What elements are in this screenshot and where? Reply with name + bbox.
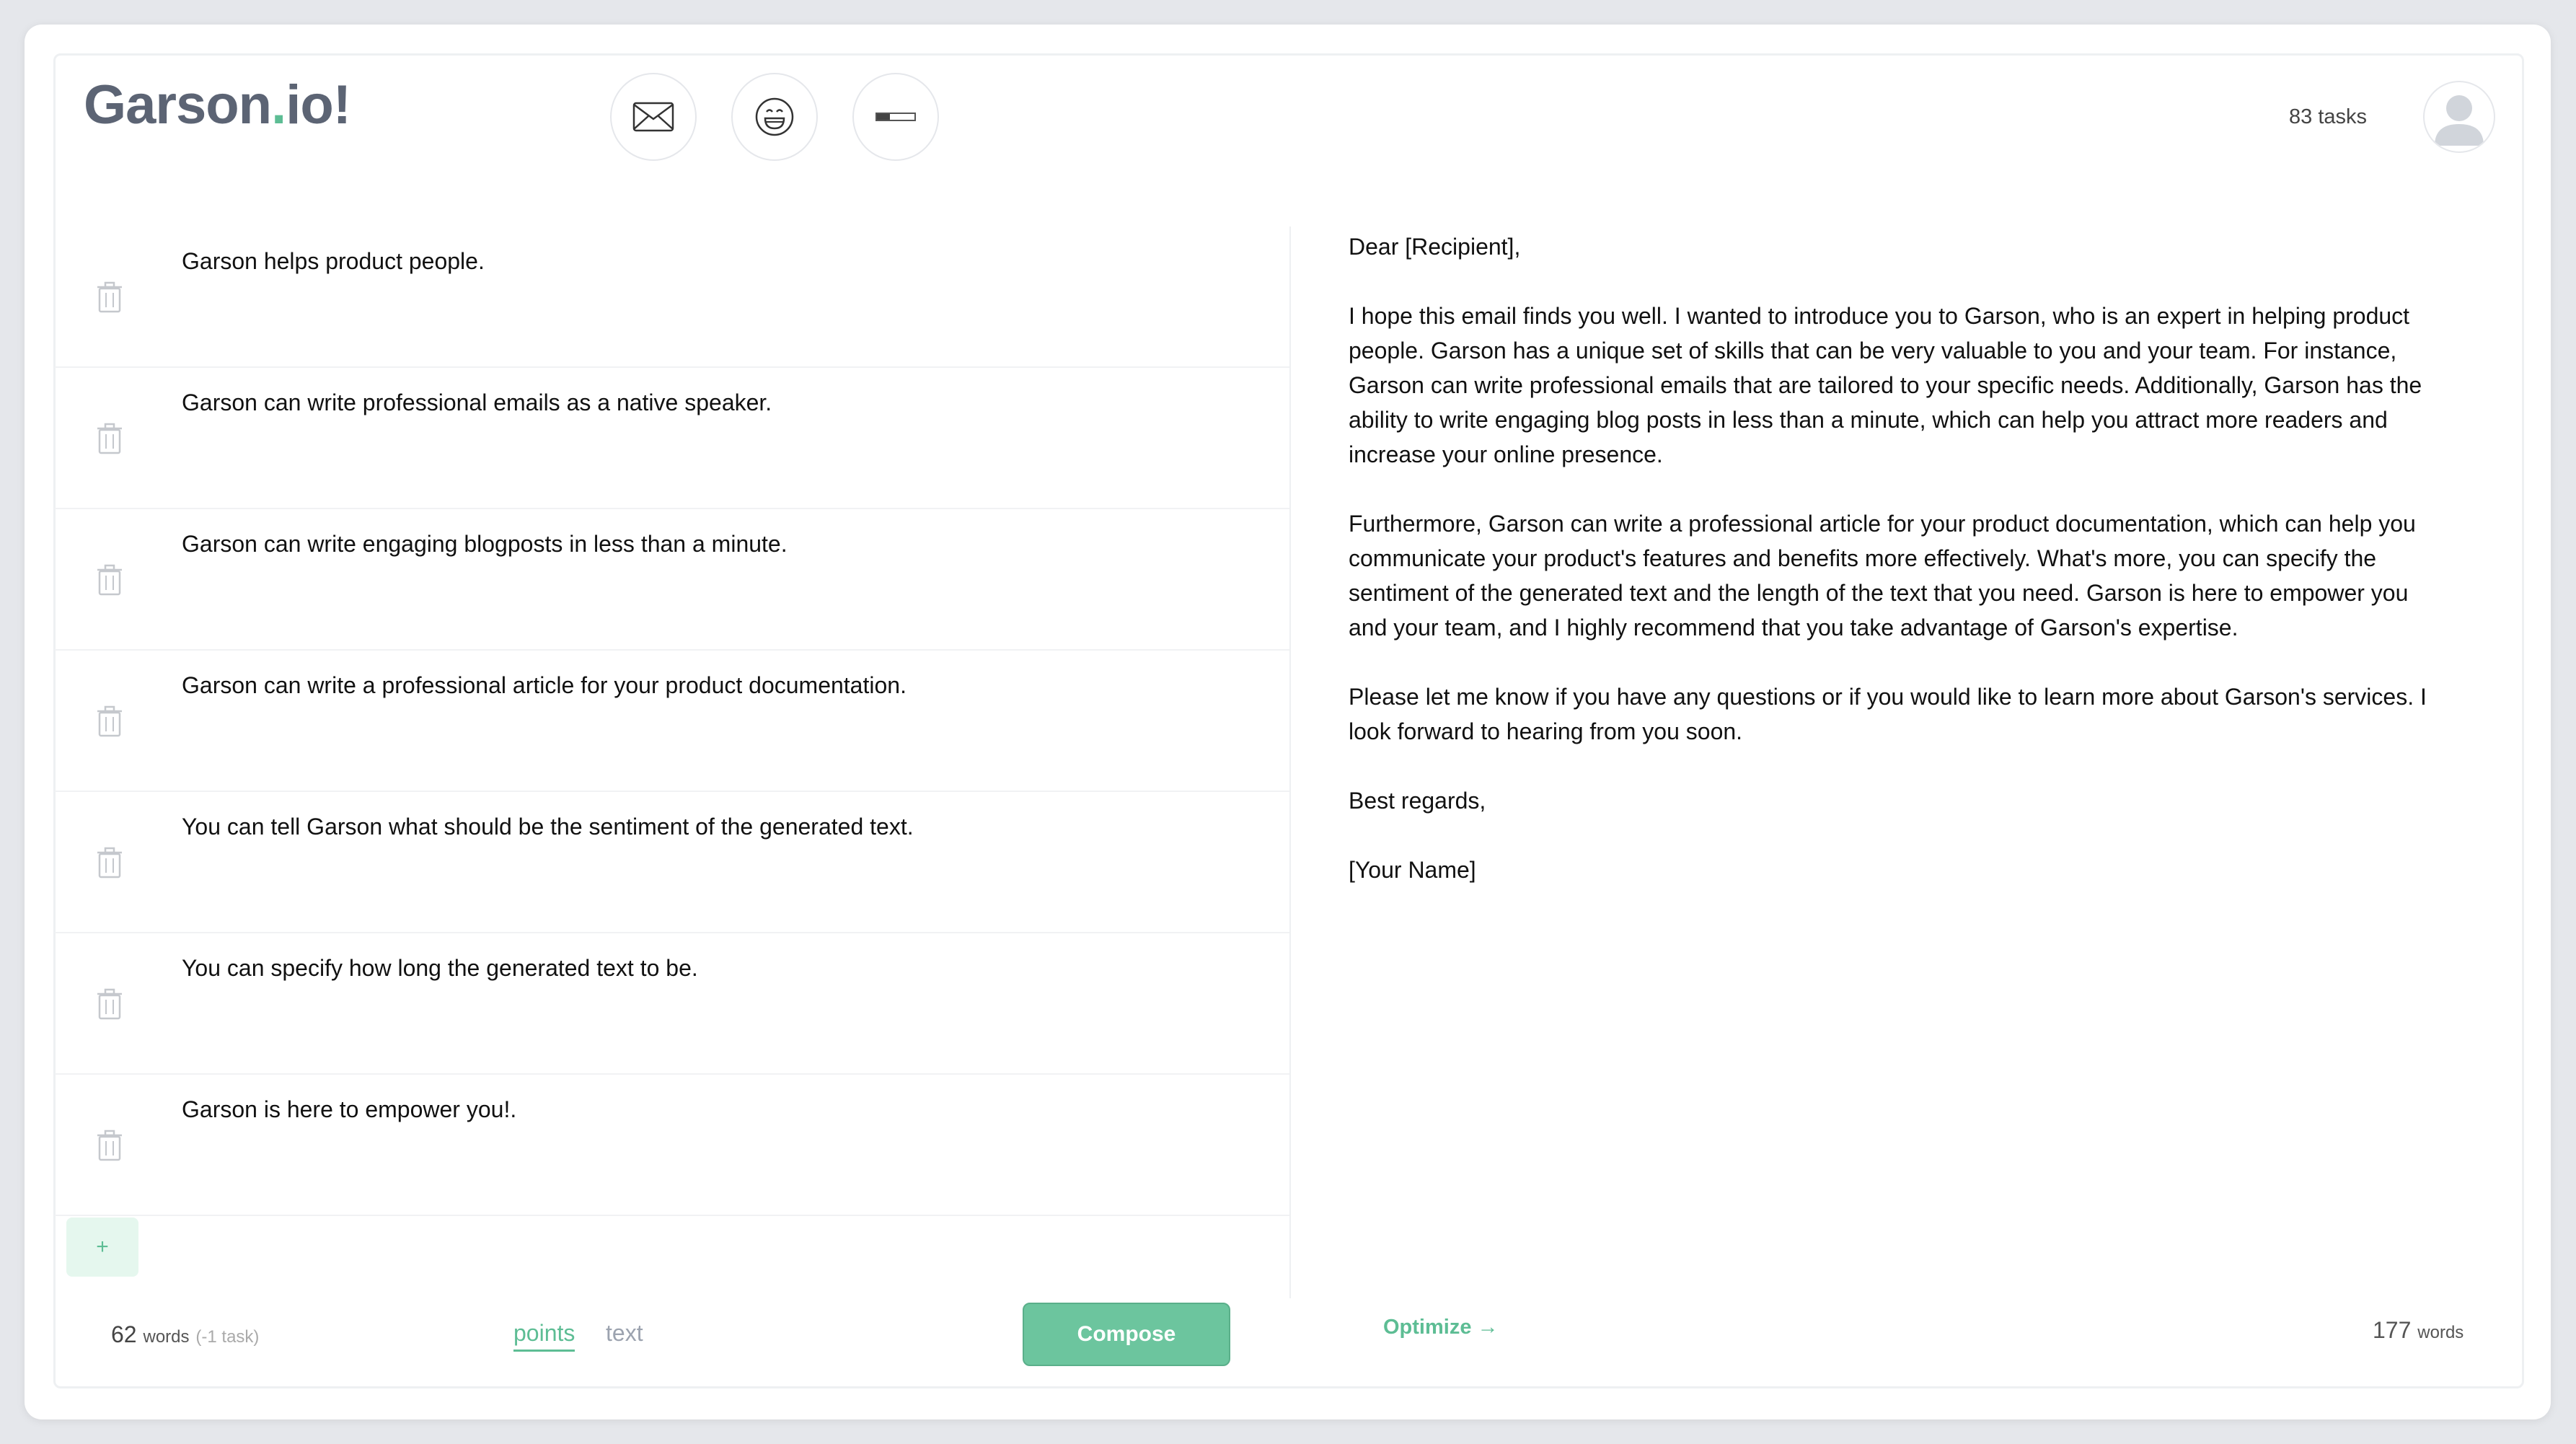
email-paragraph: Please let me know if you have any questions or if you would like to learn more about Garson's services. I look forward to hearing from you soon. xyxy=(1349,684,2427,744)
trash-icon[interactable] xyxy=(97,1130,123,1161)
trash-icon[interactable] xyxy=(97,988,123,1020)
point-row[interactable] xyxy=(55,509,1289,651)
trash-icon[interactable] xyxy=(97,847,123,879)
point-row[interactable] xyxy=(55,651,1289,792)
length-bar-icon xyxy=(875,111,916,123)
point-text[interactable]: Garson helps product people. xyxy=(182,248,485,274)
trash-icon[interactable] xyxy=(97,281,123,313)
tab-text[interactable]: text xyxy=(606,1320,643,1346)
point-text[interactable]: Garson can write a professional article for your product documentation. xyxy=(182,672,907,698)
task-delta: (-1 task) xyxy=(195,1327,260,1347)
points-list xyxy=(55,226,1289,1216)
email-paragraph: I hope this email finds you well. I wanted to introduce you to Garson, who is an expert in helping product people. Garson has a unique set of skills that can be very valuable to you and your team. For instance, Garson can write professional emails that are tailored to your specific needs. Additionally, Garson has the ability to write engaging blog posts in less than a minute, which can help you attract more readers and increase your online presence. xyxy=(1349,303,2422,467)
input-word-count-value: 62 xyxy=(111,1321,137,1347)
email-signature: [Your Name] xyxy=(1349,857,1476,883)
user-avatar[interactable] xyxy=(2423,81,2495,153)
input-word-count xyxy=(111,1321,259,1348)
envelope-icon xyxy=(632,102,674,132)
garson-logo: Garson.io! xyxy=(84,74,351,136)
column-divider xyxy=(1289,226,1291,1298)
generated-email[interactable] xyxy=(1349,229,2452,922)
length-mode-button[interactable] xyxy=(852,73,939,161)
email-mode-button[interactable] xyxy=(610,73,697,161)
tasks-count: 83 tasks xyxy=(2289,105,2367,128)
point-text[interactable]: Garson is here to empower you!. xyxy=(182,1096,517,1122)
output-word-count-value: 177 xyxy=(2373,1317,2412,1343)
point-row[interactable] xyxy=(55,226,1289,368)
optimize-link[interactable]: Optimize → xyxy=(1383,1316,1499,1339)
tab-points[interactable]: points xyxy=(513,1320,575,1352)
point-row[interactable] xyxy=(55,368,1289,509)
trash-icon[interactable] xyxy=(97,423,123,454)
email-greeting: Dear [Recipient], xyxy=(1349,234,1521,260)
input-word-unit: words xyxy=(143,1327,190,1347)
output-word-count xyxy=(2373,1317,2463,1344)
point-text[interactable]: You can specify how long the generated text to be. xyxy=(182,955,698,981)
point-text[interactable]: Garson can write professional emails as a native speaker. xyxy=(182,389,772,415)
trash-icon[interactable] xyxy=(97,705,123,737)
point-text[interactable]: Garson can write engaging blogposts in less than a minute. xyxy=(182,531,788,557)
compose-button[interactable]: Compose xyxy=(1023,1303,1230,1366)
sentiment-mode-button[interactable] xyxy=(731,73,818,161)
point-row[interactable] xyxy=(55,792,1289,933)
email-signoff: Best regards, xyxy=(1349,788,1486,814)
point-row[interactable] xyxy=(55,1075,1289,1216)
trash-icon[interactable] xyxy=(97,564,123,596)
point-text[interactable]: You can tell Garson what should be the sentiment of the generated text. xyxy=(182,814,914,840)
smiley-icon xyxy=(754,97,795,137)
point-row[interactable] xyxy=(55,933,1289,1075)
add-point-button[interactable]: + xyxy=(66,1218,138,1277)
output-word-unit: words xyxy=(2417,1323,2464,1342)
email-paragraph: Furthermore, Garson can write a professional article for your product documentation, which can help you communicate your product's features and benefits more effectively. What's more, you can specify the sentiment of the generated text and the length of the text that you need. Garson is here to empower you and your team, and I highly recommend that you take advantage of Garson's expertise. xyxy=(1349,511,2416,640)
user-avatar-icon xyxy=(2425,82,2494,151)
